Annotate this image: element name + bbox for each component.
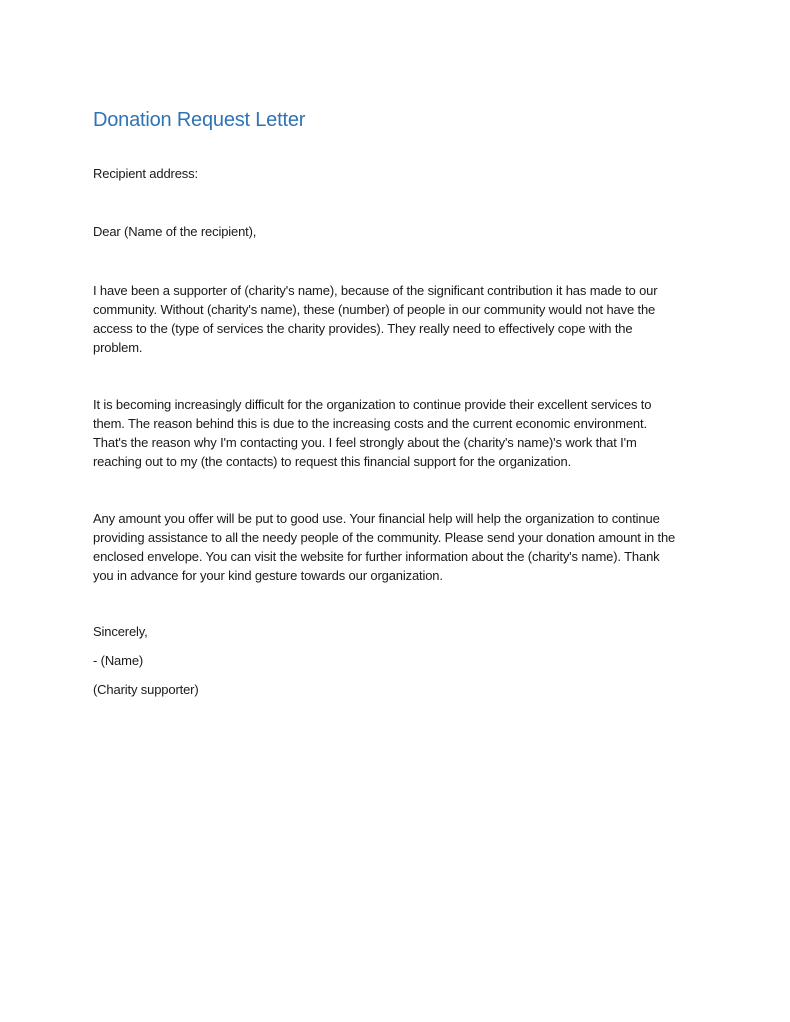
paragraph-line: providing assistance to all the needy people of the community. Please send your donation amount in the bbox=[93, 530, 676, 545]
paragraph-line: you in advance for your kind gesture towards our organization. bbox=[93, 568, 443, 583]
paragraph-line: It is becoming increasingly difficult for the organization to continue provide their excellent services to bbox=[93, 397, 652, 412]
paragraph-line: Any amount you offer will be put to good use. Your financial help will help the organization to continue bbox=[93, 511, 660, 526]
paragraph-line: enclosed envelope. You can visit the website for further information about the (charity's name). Thank bbox=[93, 549, 660, 564]
paragraph-2 bbox=[93, 395, 703, 471]
paragraph-line: reaching out to my (the contacts) to request this financial support for the organization. bbox=[93, 454, 572, 469]
paragraph-line: That's the reason why I'm contacting you. I feel strongly about the (charity's name)'s work that I'm bbox=[93, 435, 637, 450]
paragraph-3 bbox=[93, 509, 703, 585]
signature-name: - (Name) bbox=[93, 653, 144, 668]
signature-title: (Charity supporter) bbox=[93, 682, 199, 697]
closing: Sincerely, bbox=[93, 624, 148, 639]
paragraph-line: I have been a supporter of (charity's name), because of the significant contribution it has made to our bbox=[93, 283, 658, 298]
paragraph-line: them. The reason behind this is due to the increasing costs and the current economic environment. bbox=[93, 416, 647, 431]
salutation: Dear (Name of the recipient), bbox=[93, 224, 257, 239]
document-title: Donation Request Letter bbox=[93, 109, 306, 131]
paragraph-line: access to the (type of services the charity provides). They really need to effectively cope with the bbox=[93, 321, 633, 336]
paragraph-line: community. Without (charity's name), these (number) of people in our community would not have the bbox=[93, 302, 656, 317]
paragraph-1 bbox=[93, 281, 703, 357]
paragraph-line: problem. bbox=[93, 340, 143, 355]
recipient-address-label: Recipient address: bbox=[93, 166, 198, 181]
